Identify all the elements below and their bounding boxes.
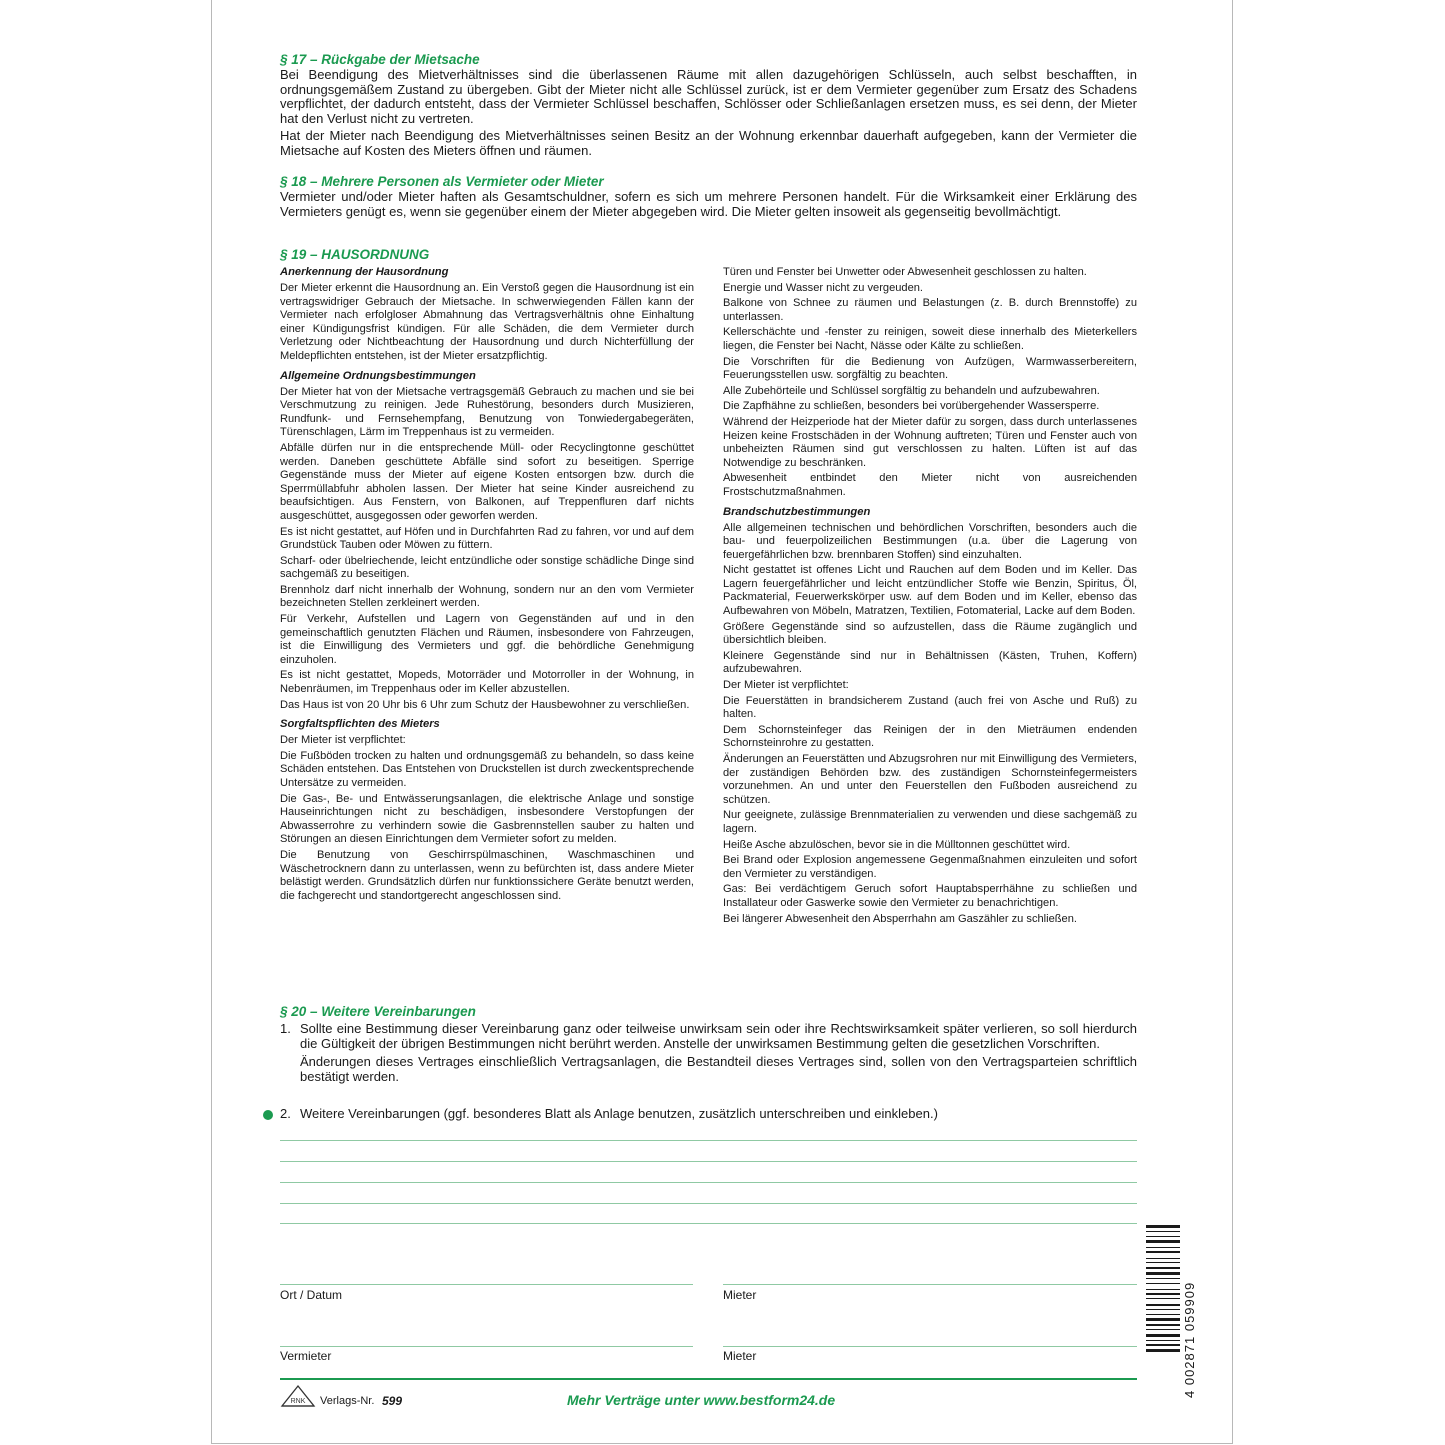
paragraph-b2: Abfälle dürfen nur in die entsprechende Müll- oder Recyclingtonne geschüttet werden. Daneben geschüttete Abfälle sind sofort zu beseitigen. Sperrige Gegenstände muss der Mieter auf eigene Kosten entsorgen bzw. durch die Sperrmüllabfuhr abholen lassen. Der Mieter hat seine Kinder ausreichend zu beaufsichtigen. Aus Fenstern, von Balkonen, auf Treppenfluren darf nichts ausgeschüttet, ausgegossen oder geworfen werden. <box>280 441 694 522</box>
barcode-bar <box>1146 1247 1180 1248</box>
section-19-heading: § 19 – HAUSORDNUNG <box>280 247 430 262</box>
barcode-bar <box>1146 1278 1180 1279</box>
paragraph-c1: Die Fußböden trocken zu halten und ordnungsgemäß zu behandeln, so dass keine Schäden entstehen. Das Entstehen von Druckstellen ist durch zweckentsprechende Untersätze zu vermeiden. <box>280 749 694 789</box>
paragraph-d3: Balkone von Schnee zu räumen und Belastungen (z. B. durch Brennstoffe) zu unterlassen. <box>723 297 1137 323</box>
barcode-bar <box>1146 1267 1180 1269</box>
paragraph-e3: Größere Gegenstände sind so aufzustellen, dass die Räume zugänglich und übersichtlich bleiben. <box>723 620 1137 647</box>
barcode <box>1146 1225 1180 1383</box>
writing-line-2[interactable] <box>280 1161 1137 1162</box>
writing-line-4[interactable] <box>280 1203 1137 1204</box>
label-mieter-2: Mieter <box>723 1349 757 1363</box>
barcode-bar <box>1146 1289 1180 1290</box>
section-17-paragraph-2: Hat der Mieter nach Beendigung des Mietverhältnisses seinen Besitz an der Wohnung erkennbar dauerhaft aufgegeben, kann der Vermieter die Mietsache auf Kosten des Mieters öffnen und räumen. <box>280 128 1137 158</box>
barcode-bar <box>1146 1262 1180 1263</box>
paragraph-e6: Die Feuerstätten in brandsicherem Zustand (auch frei von Asche und Ruß) zu halten. <box>723 694 1137 721</box>
barcode-bar <box>1146 1318 1180 1321</box>
paragraph-d9: Abwesenheit entbindet den Mieter nicht von ausreichenden Frostschutzmaßnahmen. <box>723 472 1137 498</box>
paragraph-d7: Die Zapfhähne zu schließen, besonders bei vorübergehender Wassersperre. <box>723 400 1100 413</box>
paragraph-e5: Der Mieter ist verpflichtet: <box>723 679 849 692</box>
paragraph-d6: Alle Zubehörteile und Schlüssel sorgfältig zu behandeln und aufzubewahren. <box>723 384 1100 397</box>
signature-line-mieter-1[interactable] <box>723 1284 1137 1285</box>
item-1-paragraph-2: Änderungen dieses Vertrages einschließlich Vertragsanlagen, die Bestandteil dieses Vertrages sind, sollen von den Vertragsparteien schriftlich bestätigt werden. <box>300 1054 1137 1084</box>
barcode-bar <box>1146 1225 1180 1228</box>
paragraph-d4: Kellerschächte und -fenster zu reinigen, soweit diese innerhalb des Mieterkellers liegen, die Fenster bei Nacht, Nässe oder Kälte zu schließen. <box>723 326 1137 352</box>
section-17-paragraph-1: Bei Beendigung des Mietverhältnisses sind die überlassenen Räume mit allen dazugehörigen Schlüsseln, auch selbst beschafften, in ordnungsgemäßem Zustand zu übergeben. Gibt der Mieter nicht alle Schlüssel zurück, ist er dem Vermieter gegenüber zum Ersatz des Schadens verpflichtet, der dadurch entsteht, dass der Vermieter Schlüssel beschaffen, Schlösser oder Schließanlagen ersetzen muss, es sei denn, der Mieter hat den Verlust nicht zu vertreten. <box>280 67 1137 126</box>
paragraph-e7: Dem Schornsteinfeger das Reinigen der in den Mieträumen endenden Schornsteinrohre zu gestatten. <box>723 723 1137 750</box>
item-1-paragraph-1: Sollte eine Bestimmung dieser Vereinbarung ganz oder teilweise unwirksam sein oder ihre Rechtswirksamkeit später verlieren, so soll hierdurch die Gültigkeit der übrigen Bestimmungen nicht berührt werden. Anstelle der unwirksamen Bestimmung gelten die gesetzlichen Vorschriften. <box>300 1021 1137 1051</box>
green-bullet-icon <box>263 1110 273 1120</box>
barcode-bar <box>1146 1298 1180 1299</box>
paragraph-a1: Der Mieter erkennt die Hausordnung an. Ein Verstoß gegen die Hausordnung ist ein vertragswidriger Gebrauch der Mietsache. In schwerwiegenden Fällen kann der Vermieter nach erfolgloser Abmahnung das Vertragsverhältnis ohne Einhaltung einer Kündigungsfrist kündigen. Für alle Schäden, die dem Vermieter durch Verletzung oder Nichtbeachtung der Hausordnung und durch Nichterfüllung der Meldepflichten entstehen, ist der Mieter ersatzpflichtig. <box>280 282 694 362</box>
paragraph-c0: Der Mieter ist verpflichtet: <box>280 734 406 747</box>
footer-rule <box>280 1378 1137 1380</box>
paragraph-e10: Heiße Asche abzulöschen, bevor sie in die Mülltonnen geschüttet wird. <box>723 838 1071 851</box>
barcode-bar <box>1146 1304 1180 1306</box>
signature-line-mieter-2[interactable] <box>723 1346 1137 1347</box>
section-20-item-2 <box>280 1107 1137 1126</box>
label-ort-datum: Ort / Datum <box>280 1288 343 1302</box>
paragraph-e13: Bei längerer Abwesenheit den Absperrhahn am Gaszähler zu schließen. <box>723 912 1077 925</box>
subheading-brandschutz: Brandschutzbestimmungen <box>723 505 871 518</box>
paragraph-e1: Alle allgemeinen technischen und behördlichen Vorschriften, besonders auch die bau- und feuerpolizeilichen Bestimmungen (u.a. über die Lagerung von feuergefährlichen bzw. brennbaren Stoffen) sind einzuhalten. <box>723 521 1137 561</box>
paragraph-b7: Es ist nicht gestattet, Mopeds, Motorräder und Motorroller in der Wohnung, in Nebenräumen, im Treppenhaus oder im Keller abzustellen. <box>280 669 694 696</box>
section-18-paragraph-1: Vermieter und/oder Mieter haften als Gesamtschuldner, sofern es sich um mehrere Personen handelt. Für die Wirksamkeit einer Erklärung des Vermieters genügt es, wenn sie gegenüber einem der Mieter abgegeben wird. Die Mieter gelten insoweit als gegenseitig bevollmächtigt. <box>280 189 1137 219</box>
section-19-right-column <box>723 266 1137 928</box>
item-2-number: 2. <box>280 1106 291 1121</box>
barcode-bar <box>1146 1293 1180 1295</box>
item-1-number: 1. <box>280 1021 291 1036</box>
section-19-left-column <box>280 266 694 905</box>
section-17 <box>280 52 1137 162</box>
barcode-bar <box>1146 1349 1180 1352</box>
barcode-digits: 4 002871 059909 <box>1182 1281 1197 1398</box>
item-2-text: Weitere Vereinbarungen (ggf. besonderes Blatt als Anlage benutzen, zusätzlich unterschreiben und einkleben.) <box>300 1106 938 1121</box>
barcode-bar <box>1146 1240 1180 1243</box>
paragraph-d8: Während der Heizperiode hat der Mieter dafür zu sorgen, dass durch unterlassenes Heizen keine Frostschäden in der Wohnung auftreten; Türen und Fenster auch von unbeheizten Räumen sind gut verschlossen zu halten. Lüften ist auf das Notwendige zu beschränken. <box>723 415 1137 469</box>
subheading-anerkennung: Anerkennung der Hausordnung <box>280 266 449 278</box>
label-mieter-1: Mieter <box>723 1288 757 1302</box>
paragraph-b1: Der Mieter hat von der Mietsache vertragsgemäß Gebrauch zu machen und sie bei Verschmutzung zu reinigen. Jede Ruhestörung, besonders durch Musizieren, Rundfunk- und Fernsehempfang, Benutzung von Tonwiedergabegeräten, Türenschlagen, Lärm im Treppenhaus ist zu vermeiden. <box>280 385 694 439</box>
paragraph-b6: Für Verkehr, Aufstellen und Lagern von Gegenständen auf und in den gemeinschaftlich genutzten Flächen und Räumen, insbesondere von Fahrzeugen, ist die Einwilligung des Vermieters und ggf. die behördliche Genehmigung einzuholen. <box>280 613 694 666</box>
barcode-bar <box>1146 1231 1180 1232</box>
paragraph-d2: Energie und Wasser nicht zu vergeuden. <box>723 281 924 294</box>
svg-text:RNK: RNK <box>290 1398 306 1405</box>
paragraph-e11: Bei Brand oder Explosion angemessene Gegenmaßnahmen einzuleiten und sofort den Vermieter zu verständigen. <box>723 854 1137 880</box>
subheading-sorgfaltspflichten: Sorgfaltspflichten des Mieters <box>280 718 440 731</box>
barcode-bar <box>1146 1314 1180 1315</box>
barcode-bar <box>1146 1258 1180 1259</box>
barcode-bar <box>1146 1236 1180 1237</box>
barcode-bar <box>1146 1272 1180 1275</box>
section-17-heading: § 17 – Rückgabe der Mietsache <box>280 52 480 67</box>
barcode-bar <box>1146 1324 1180 1326</box>
section-18-heading: § 18 – Mehrere Personen als Vermieter oder Mieter <box>280 174 604 189</box>
barcode-bar <box>1146 1334 1180 1337</box>
barcode-bar <box>1146 1329 1180 1330</box>
signature-line-vermieter[interactable] <box>280 1346 693 1347</box>
paragraph-d1: Türen und Fenster bei Unwetter oder Abwesenheit geschlossen zu halten. <box>723 266 1087 278</box>
paragraph-e4: Kleinere Gegenstände sind nur in Behältnissen (Kästen, Truhen, Koffern) aufzubewahren. <box>723 649 1137 676</box>
subheading-allgemeine: Allgemeine Ordnungsbestimmungen <box>280 369 476 382</box>
paragraph-e9: Nur geeignete, zulässige Brennmaterialien zu verwenden und diese sachgemäß zu lagern. <box>723 809 1137 835</box>
writing-line-5[interactable] <box>280 1223 1137 1224</box>
barcode-bar <box>1146 1283 1180 1284</box>
section-20-heading: § 20 – Weitere Vereinbarungen <box>280 1004 476 1019</box>
barcode-bar <box>1146 1309 1180 1310</box>
label-vermieter: Vermieter <box>280 1349 332 1363</box>
paragraph-c3: Die Benutzung von Geschirrspülmaschinen, Waschmaschinen und Wäschetrocknern dann zu unterlassen, wenn zu befürchten ist, dass andere Mieter belästigt werden. Grundsätzlich dürfen nur funktionssichere Geräte benutzt werden, die fachgerecht und standortgerecht angeschlossen sind. <box>280 848 694 902</box>
paragraph-c2: Die Gas-, Be- und Entwässerungsanlagen, die elektrische Anlage und sonstige Hauseinrichtungen nicht zu beschädigen, insbesondere Verstopfungen der Abwasserrohre zu verhindern sowie die Gasbrennstellen sauber zu halten und Störungen an diesen Einrichtungen dem Vermieter sofort zu melden. <box>280 792 694 846</box>
paragraph-b4: Scharf- oder übelriechende, leicht entzündliche oder sonstige schädliche Dinge sind sachgemäß zu beseitigen. <box>280 554 694 581</box>
signature-line-ort-datum[interactable] <box>280 1284 693 1285</box>
publisher-logo-icon <box>280 1384 316 1408</box>
paragraph-b3: Es ist nicht gestattet, auf Höfen und in Durchfahrten Rad zu fahren, vor und auf dem Grundstück Tauben oder Möwen zu füttern. <box>280 525 694 552</box>
writing-line-3[interactable] <box>280 1182 1137 1183</box>
section-18 <box>280 174 1137 222</box>
section-20-item-1 <box>280 1022 1137 1088</box>
barcode-bar <box>1146 1344 1180 1346</box>
barcode-bar <box>1146 1340 1180 1341</box>
verlag-number: 599 <box>382 1394 403 1408</box>
paragraph-e2: Nicht gestattet ist offenes Licht und Rauchen auf dem Boden und im Keller. Das Lagern feuergefährlicher und leicht entzündlicher Stoffe wie Benzin, Spiritus, Öl, Packmaterial, Feuerwerkskörper usw. auf dem Boden und im Keller, ebenso das Aufbewahren von Möbeln, Matratzen, Textilien, Fotomaterial, Lacke auf dem Boden. <box>723 564 1137 618</box>
verlag-label: Verlags-Nr. <box>320 1395 375 1407</box>
writing-line-1[interactable] <box>280 1140 1137 1141</box>
paragraph-e8: Änderungen an Feuerstätten und Abzugsrohren nur mit Einwilligung des Vermieters, der zuständigen Behörden bzw. des zuständigen Schornsteinfegermeisters vorzunehmen. An und unter den Feuerstellen den Fußboden ausreichend zu schützen. <box>723 753 1137 806</box>
paragraph-e12: Gas: Bei verdächtigem Geruch sofort Hauptabsperrhähne zu schließen und Installateur oder Gaswerke sowie den Vermieter zu benachrichtigen. <box>723 883 1137 909</box>
publisher-logo <box>280 1384 316 1408</box>
paragraph-b5: Brennholz darf nicht innerhalb der Wohnung, sondern nur an den vom Vermieter bezeichneten Stellen zerkleinert werden. <box>280 583 694 610</box>
barcode-bar <box>1146 1251 1180 1253</box>
document-page <box>211 0 1233 1444</box>
paragraph-b8: Das Haus ist von 20 Uhr bis 6 Uhr zum Schutz der Hausbewohner zu verschließen. <box>280 698 690 711</box>
promo-link[interactable]: Mehr Verträge unter www.bestform24.de <box>567 1392 836 1408</box>
paragraph-d5: Die Vorschriften für die Bedienung von Aufzügen, Warmwasserbereitern, Feuerungsstellen usw. sorgfältig zu beachten. <box>723 355 1137 382</box>
